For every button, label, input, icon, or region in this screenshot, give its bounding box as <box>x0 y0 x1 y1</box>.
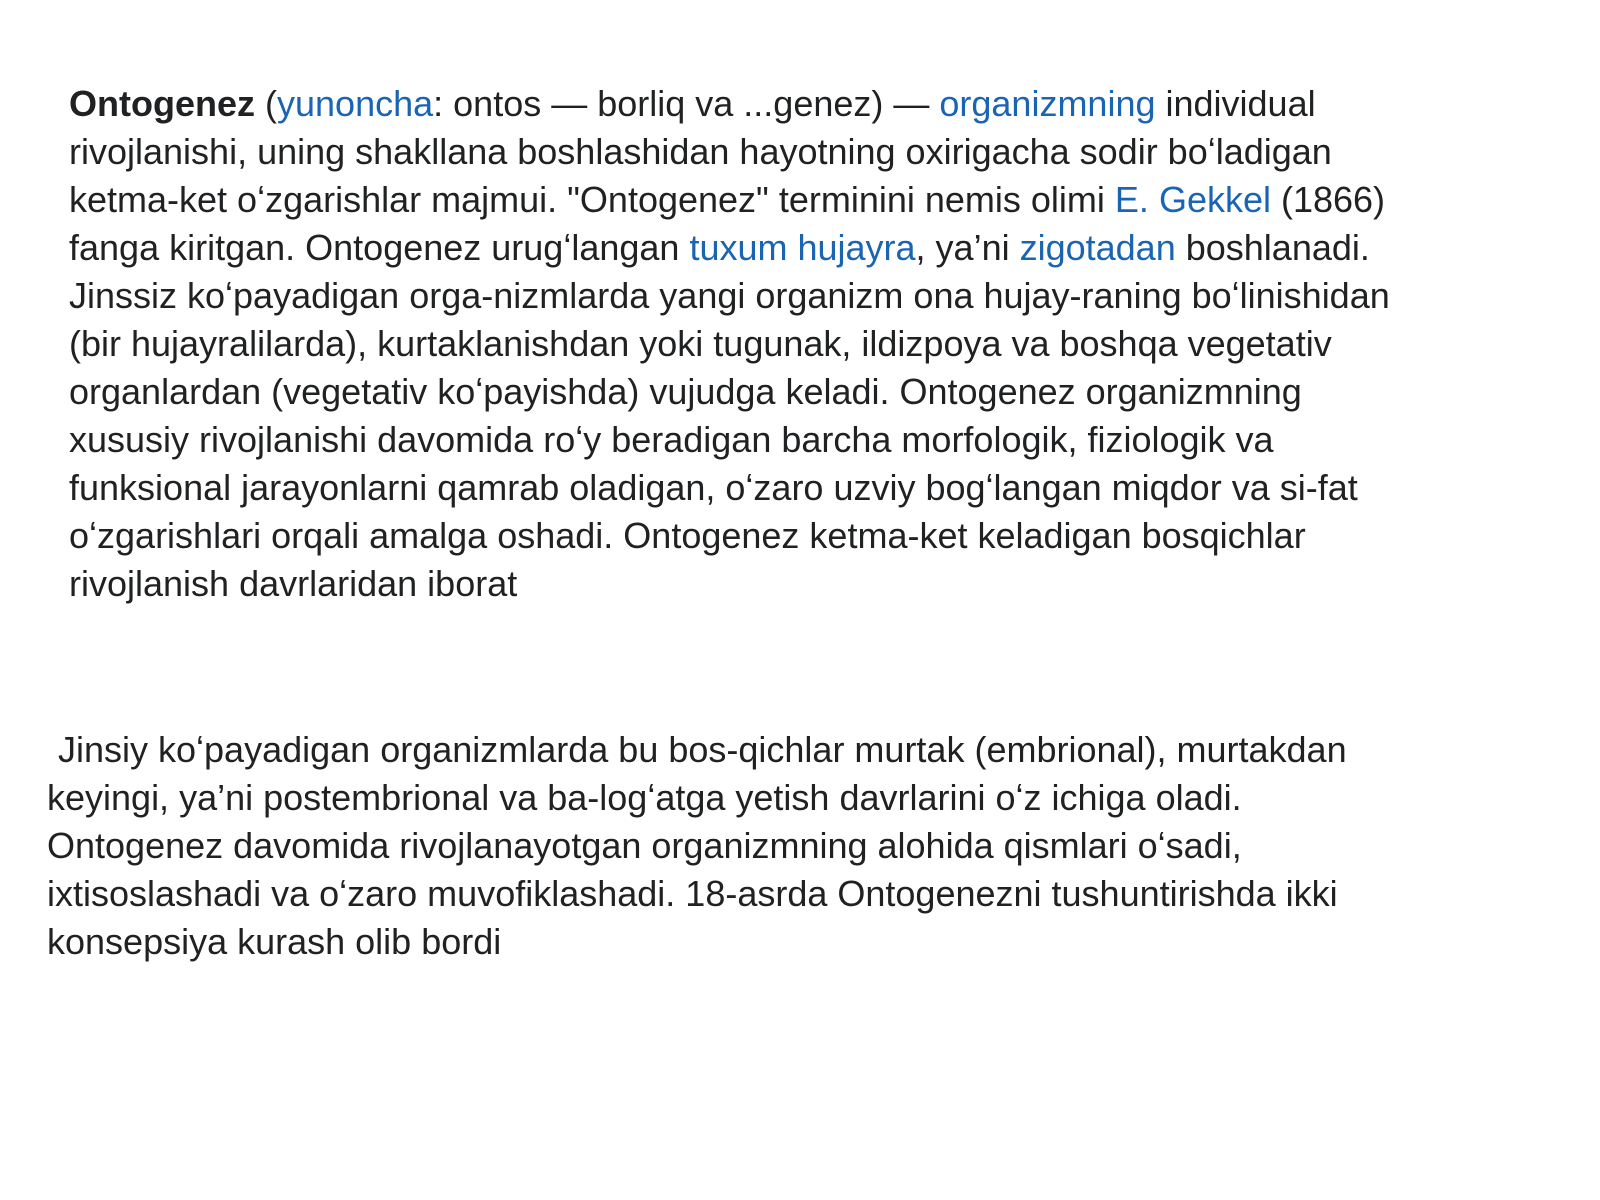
text-span: individual <box>1155 83 1316 124</box>
paragraph-stages <box>47 726 1567 966</box>
text-line: xususiy rivojlanishi davomida roʻy beradigan barcha morfologik, fiziologik va <box>69 419 1274 460</box>
text-line: (bir hujayralilarda), kurtaklanishdan yoki tugunak, ildizpoya va boshqa vegetativ <box>69 323 1332 364</box>
text-span: ketma-ket oʻzgarishlar majmui. "Ontogenez" terminini nemis olimi <box>69 179 1115 220</box>
text-line: organlardan (vegetativ koʻpayishda) vujudga keladi. Ontogenez organizmning <box>69 371 1302 412</box>
text-line <box>69 224 1569 272</box>
text-line: konsepsiya kurash olib bordi <box>47 921 502 962</box>
text-span: fanga kiritgan. Ontogenez urugʻlangan <box>69 227 690 268</box>
text-line: rivojlanishi, uning shakllana boshlashidan hayotning oxirigacha sodir boʻladigan <box>69 131 1332 172</box>
text-line: Jinssiz koʻpayadigan orga-nizmlarda yangi organizm ona hujay-raning boʻlinishidan <box>69 275 1390 316</box>
text-span: (1866) <box>1270 179 1386 220</box>
text-line: funksional jarayonlarni qamrab oladigan, oʻzaro uzviy bogʻlangan miqdor va si-fat <box>69 467 1358 508</box>
link-tuxum-hujayra[interactable]: tuxum hujayra <box>689 227 916 268</box>
text-line <box>69 176 1569 224</box>
text-line <box>69 80 1569 128</box>
link-yunoncha[interactable]: yunoncha <box>277 83 434 124</box>
text-span: boshlanadi. <box>1175 227 1370 268</box>
text-line: Jinsiy koʻpayadigan organizmlarda bu bos-qichlar murtak (embrional), murtakdan <box>58 729 1347 770</box>
text-span: : ontos — borliq va ...genez) — <box>433 83 940 124</box>
paragraph-definition <box>69 80 1569 608</box>
link-zigotadan[interactable]: zigotadan <box>1019 227 1176 268</box>
text-line: oʻzgarishlari orqali amalga oshadi. Ontogenez ketma-ket keladigan bosqichlar <box>69 515 1306 556</box>
link-e-gekkel[interactable]: E. Gekkel <box>1114 179 1271 220</box>
term-bold: Ontogenez <box>69 83 255 124</box>
text-line: rivojlanish davrlaridan iborat <box>69 563 518 604</box>
text-span: ( <box>255 83 277 124</box>
text-line: keyingi, ya’ni postembrional va ba-logʻatga yetish davrlarini oʻz ichiga oladi. <box>47 777 1242 818</box>
text-span: , ya’ni <box>915 227 1020 268</box>
text-line: ixtisoslashadi va oʻzaro muvofiklashadi. 18-asrda Ontogenezni tushuntirishda ikki <box>47 873 1338 914</box>
link-organizmning[interactable]: organizmning <box>939 83 1156 124</box>
text-line: Ontogenez davomida rivojlanayotgan organizmning alohida qismlari oʻsadi, <box>47 825 1242 866</box>
